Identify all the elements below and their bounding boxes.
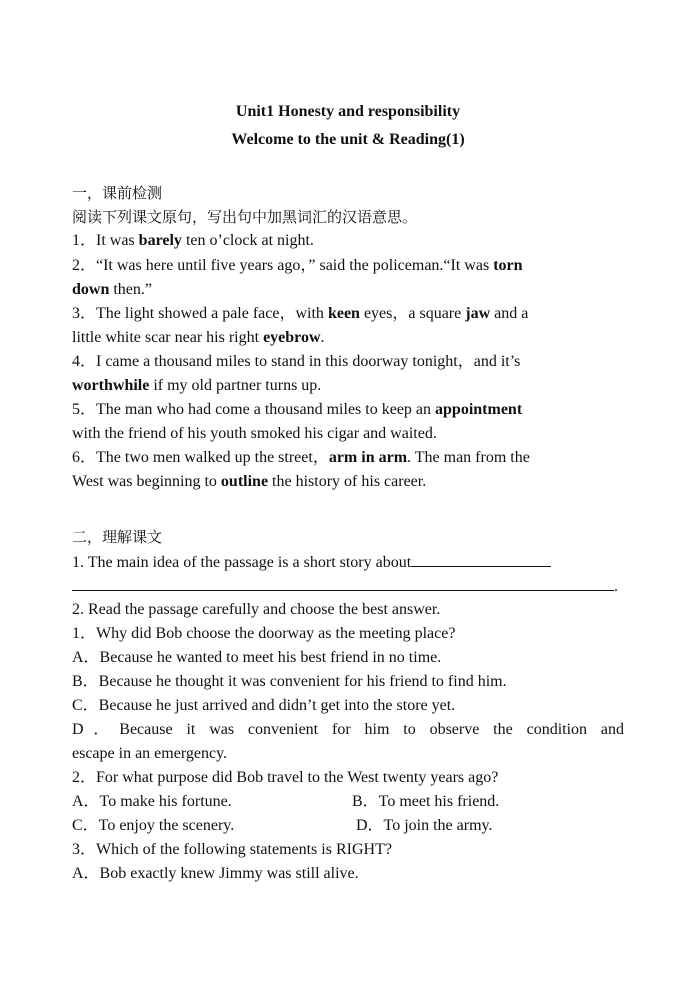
- sentence-text: ten o’clock at night.: [181, 232, 314, 249]
- mc3-question: 3．Which of the following statements is RIGHT?: [72, 841, 392, 858]
- mc2-question: 2．For what purpose did Bob travel to the West twenty years ago?: [72, 769, 499, 786]
- sentence-5-line1: [72, 400, 624, 420]
- bold-word: eyebrow: [263, 329, 321, 346]
- mc2-option-d: D．To join the army.: [356, 817, 493, 834]
- bold-word: keen: [327, 305, 360, 322]
- section1-instruction: 阅读下列课文原句，写出句中加黑词汇的汉语意思。: [72, 208, 418, 226]
- sentence-text: and a: [490, 305, 529, 322]
- bold-word: torn: [493, 257, 523, 274]
- question-text: 1. The main idea of the passage is a short story about: [72, 554, 412, 571]
- answer-blank[interactable]: [72, 576, 614, 591]
- bold-word: barely: [138, 232, 182, 249]
- mc2-options-cd: [72, 816, 624, 836]
- period: .: [614, 578, 618, 595]
- section1-heading: 一，课前检测: [72, 184, 163, 202]
- question-main-idea: [72, 552, 624, 573]
- sentence-text: 6．The two men walked up the street，: [72, 449, 329, 466]
- lesson-subtitle: Welcome to the unit & Reading(1): [231, 131, 465, 148]
- sentence-text: then.”: [109, 281, 153, 298]
- sentence-2-line1: [72, 256, 624, 276]
- sentence-text: 5．The man who had come a thousand miles to keep an: [72, 401, 436, 418]
- bold-word: down: [72, 281, 110, 298]
- bold-word: arm in arm: [328, 449, 408, 466]
- sentence-text: with the friend of his youth smoked his cigar and waited.: [72, 425, 437, 442]
- question-main-idea-line2: [72, 576, 624, 597]
- mc1-question: 1．Why did Bob choose the doorway as the meeting place?: [72, 625, 456, 642]
- answer-blank[interactable]: [411, 552, 551, 567]
- sentence-3-line1: [72, 304, 624, 324]
- section2-heading: 二，理解课文: [72, 528, 163, 546]
- mc2-options-ab: [72, 792, 624, 812]
- sentence-text: .: [320, 329, 325, 346]
- mc1-option-b: B．Because he thought it was convenient for his friend to find him.: [72, 673, 507, 690]
- sentence-text: 1．It was: [72, 232, 139, 249]
- sentence-3-line2: [72, 328, 624, 348]
- sentence-text: eyes，a square: [359, 305, 466, 322]
- bold-word: appointment: [435, 401, 523, 418]
- mc3-option-a: A．Bob exactly knew Jimmy was still alive.: [72, 865, 359, 882]
- sentence-text: 4．I came a thousand miles to stand in this doorway tonight，and it’s: [72, 353, 521, 370]
- sentence-text: 3．The light showed a pale face，with: [72, 305, 328, 322]
- mc2-option-b: B．To meet his friend.: [352, 793, 500, 810]
- sentence-text: . The man from the: [407, 449, 530, 466]
- sentence-4-line2: [72, 376, 624, 396]
- sentence-text: 2．“It was here until five years ago，” said the policeman.“It was: [72, 257, 494, 274]
- sentence-text: little white scar near his right: [72, 329, 264, 346]
- mc1-option-d-cont: escape in an emergency.: [72, 745, 228, 762]
- bold-word: worthwhile: [72, 377, 150, 394]
- bold-word: jaw: [465, 305, 491, 322]
- mc1-option-a: A．Because he wanted to meet his best friend in no time.: [72, 649, 442, 666]
- sentence-5-line2: [72, 424, 624, 444]
- sentence-6-line1: [72, 448, 624, 468]
- mc2-option-a: A．To make his fortune.: [72, 793, 232, 810]
- question-choose-best: 2. Read the passage carefully and choose the best answer.: [72, 601, 441, 618]
- mc2-option-c: C．To enjoy the scenery.: [72, 817, 235, 834]
- sentence-text: the history of his career.: [268, 473, 427, 490]
- mc1-option-c: C．Because he just arrived and didn’t get into the store yet.: [72, 697, 456, 714]
- sentence-2-line2: [72, 280, 624, 300]
- sentence-4-line1: [72, 352, 624, 372]
- sentence-text: if my old partner turns up.: [149, 377, 322, 394]
- mc1-option-d: D．Because it was convenient for him to observe the condition and: [72, 721, 624, 738]
- sentence-1: [72, 231, 624, 251]
- bold-word: outline: [220, 473, 269, 490]
- sentence-6-line2: [72, 472, 624, 492]
- sentence-text: West was beginning to: [72, 473, 221, 490]
- unit-title: Unit1 Honesty and responsibility: [235, 103, 461, 120]
